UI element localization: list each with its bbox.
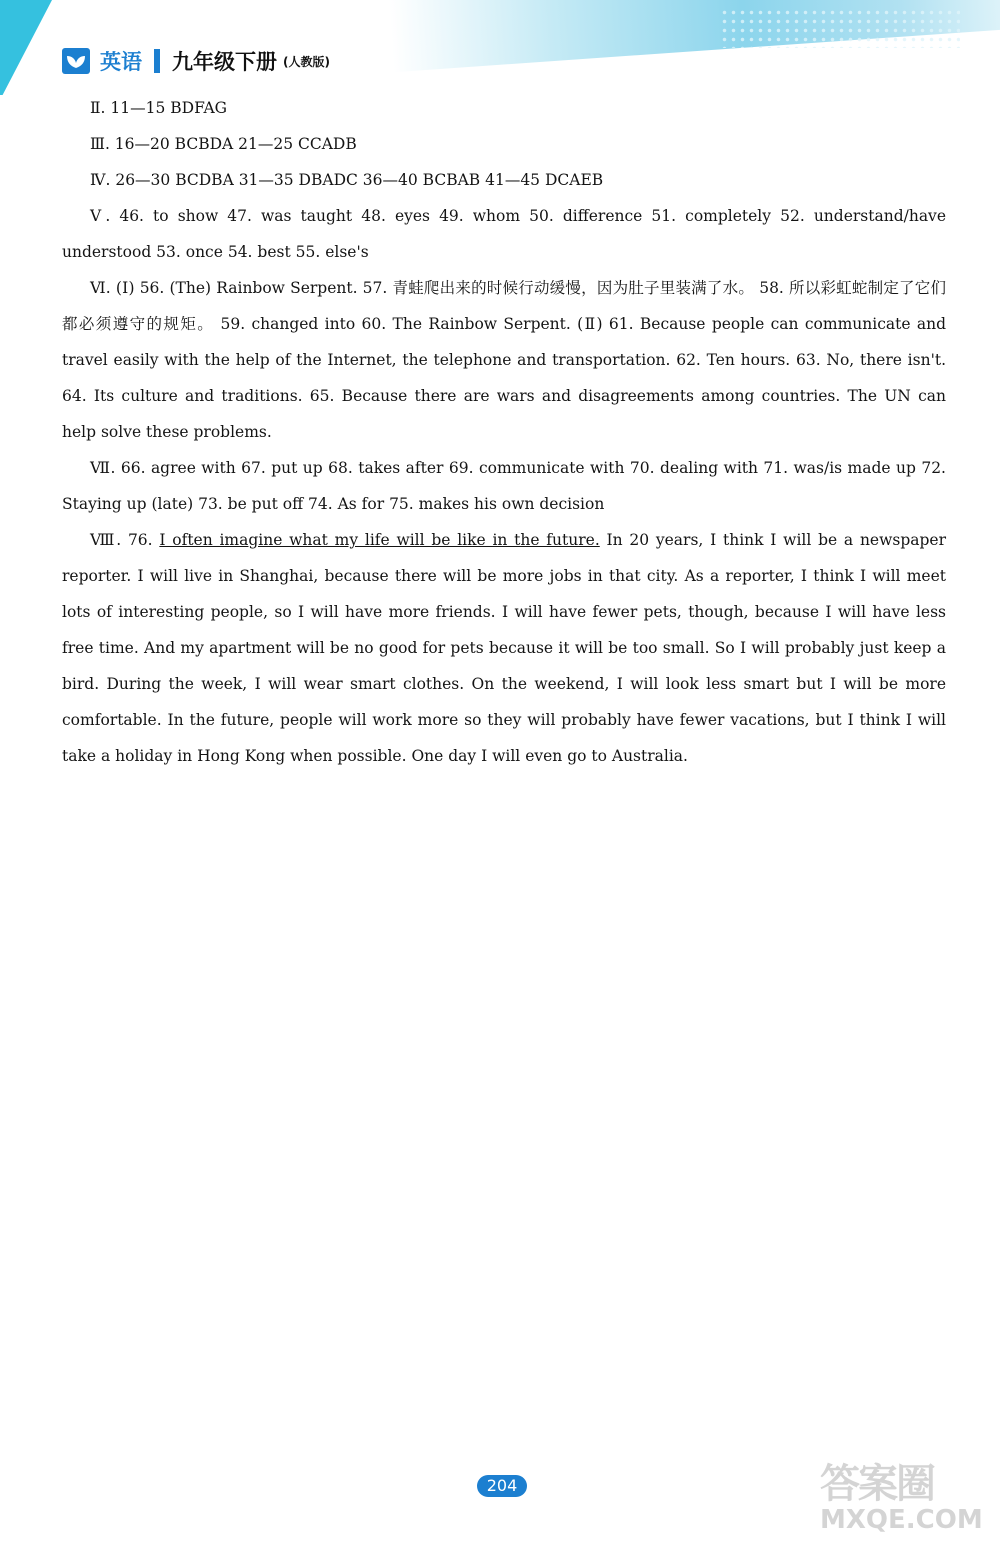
section-8-essay: In 20 years, I think I will be a newspaper reporter. I will live in Shanghai, because there will be more jobs in that city. As a reporter, I think I will meet lots of interesting people, so I will have more friends. I will have fewer pets, though, because I will have less free time. And my apartment will be no good for pets because it will be too small. So I will probably just keep a bird. During the week, I will wear smart clothes. On the weekend, I will look less smart but I will be more comfortable. In the future, people will work more so they will probably have fewer vacations, but I think I will take a holiday in Hong Kong when possible. One day I will even go to Australia. — [62, 531, 946, 765]
watermark — [820, 1452, 995, 1542]
section-8-prefix: Ⅷ. 76. — [90, 531, 160, 549]
answer-section-3: Ⅲ. 16—20 BCBDA 21—25 CCADB — [90, 135, 357, 153]
answer-section-6: Ⅵ. (Ⅰ) 56. (The) Rainbow Serpent. 57. 青蛙爬出来的时候行动缓慢，因为肚子里装满了水。 58. 所以彩虹蛇制定了它们都必须遵守的规矩。 59. changed into 60. The Rainbow Serpent. (Ⅱ) 61. Because people can communicate and travel easily with the help of the Internet, the telephone and transportation. 62. Ten hours. 63. No, there isn't. 64. Its culture and traditions. 65. Because there are wars and disagreements among countries. The UN can help solve these problems. — [62, 279, 946, 441]
page-header — [62, 46, 330, 76]
answer-section-7: Ⅶ. 66. agree with 67. put up 68. takes after 69. communicate with 70. dealing with 71. was/is made up 72. Staying up (late) 73. be put off 74. As for 75. makes his own decision — [62, 459, 946, 513]
header-separator — [154, 49, 160, 73]
answer-section-4: Ⅳ. 26—30 BCDBA 31—35 DBADC 36—40 BCBAB 41—45 DCAEB — [90, 171, 604, 189]
section-8-underlined-sentence: I often imagine what my life will be like in the future. — [159, 531, 600, 549]
subject-title: 英语 — [100, 50, 142, 74]
leaf-logo-icon — [62, 48, 90, 74]
watermark-url: MXQE.COM — [820, 1505, 983, 1535]
decorative-dots — [720, 8, 960, 48]
edition-label: (人教版) — [283, 54, 330, 69]
watermark-chars: 答案圈 — [820, 1461, 934, 1507]
page-number: 204 — [477, 1475, 527, 1497]
answer-content — [62, 90, 946, 774]
answer-section-2: Ⅱ. 11—15 BDFAG — [90, 99, 228, 117]
answer-section-8 — [62, 522, 946, 774]
grade-title: 九年级下册 — [172, 50, 277, 74]
decorative-triangle — [0, 0, 52, 95]
answer-section-5: Ⅴ. 46. to show 47. was taught 48. eyes 49. whom 50. difference 51. completely 52. understand/have understood 53. once 54. best 55. else's — [62, 207, 946, 261]
